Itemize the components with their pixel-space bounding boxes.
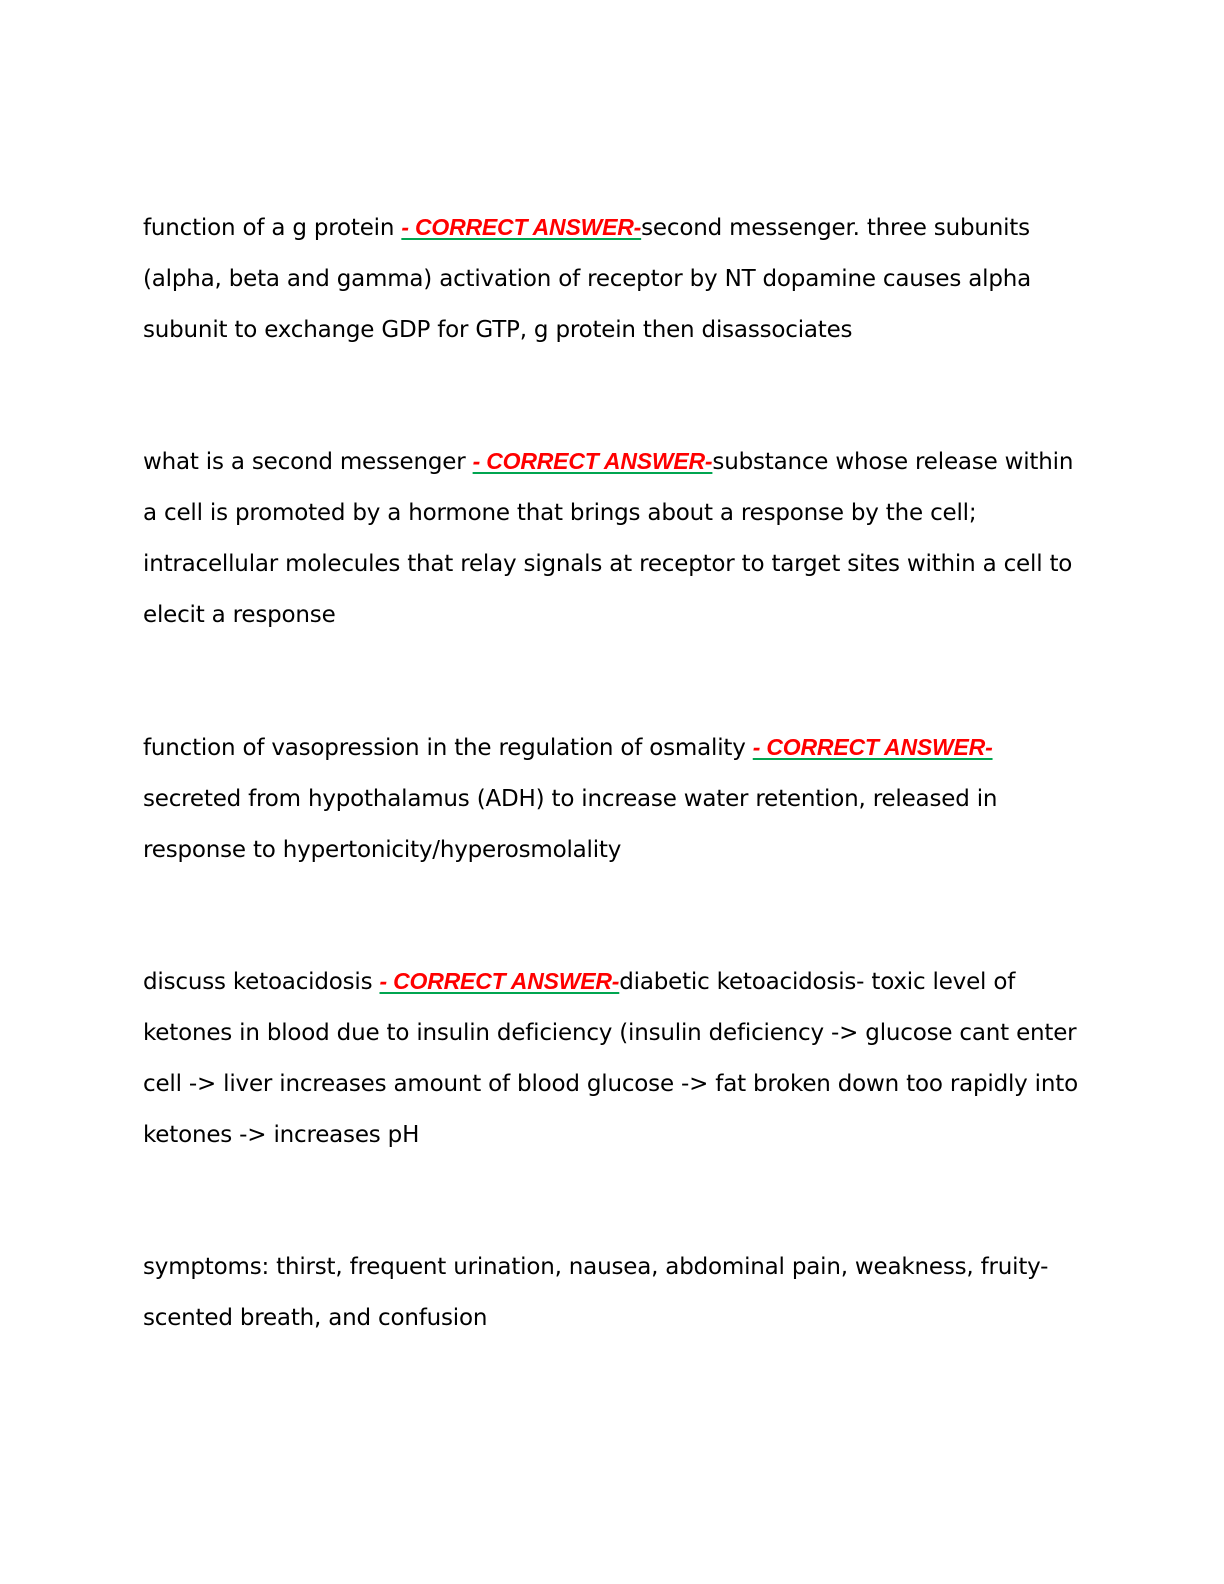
- qa-entry-vasopression: [143, 722, 1083, 876]
- correct-answer-tag: - CORRECT ANSWER-: [752, 734, 993, 760]
- symptoms-text: symptoms: thirst, frequent urination, nausea, abdominal pain, weakness, fruity-scented breath, and confusion: [143, 1254, 1049, 1331]
- correct-answer-tag: - CORRECT ANSWER-: [379, 968, 620, 994]
- correct-answer-tag: - CORRECT ANSWER-: [401, 214, 642, 240]
- question-text: function of a g protein: [143, 215, 402, 241]
- answer-text: diabetic ketoacidosis- toxic level of ketones in blood due to insulin deficiency (insulin deficiency -> glucose cant enter cell -> liver increases amount of blood glucose -> fat broken down too rapidly into ketones -> increases pH: [143, 969, 1078, 1148]
- answer-text: secreted from hypothalamus (ADH) to increase water retention, released in response to hypertonicity/hyperosmolality: [143, 786, 998, 863]
- answer-text: substance whose release within a cell is promoted by a hormone that brings about a response by the cell; intracellular molecules that relay signals at receptor to target sites within a cell to elecit a response: [143, 449, 1074, 628]
- qa-entry-second-messenger: [143, 436, 1083, 641]
- symptoms-paragraph: [143, 1242, 1083, 1344]
- question-text: function of vasopression in the regulation of osmality: [143, 735, 753, 761]
- correct-answer-tag: - CORRECT ANSWER-: [472, 448, 713, 474]
- qa-entry-ketoacidosis: [143, 956, 1083, 1161]
- qa-entry-g-protein: [143, 202, 1083, 356]
- question-text: discuss ketoacidosis: [143, 969, 380, 995]
- question-text: what is a second messenger: [143, 449, 473, 475]
- answer-text: second messenger. three subunits (alpha, beta and gamma) activation of receptor by NT dopamine causes alpha subunit to exchange GDP for GTP, g protein then disassociates: [143, 215, 1032, 343]
